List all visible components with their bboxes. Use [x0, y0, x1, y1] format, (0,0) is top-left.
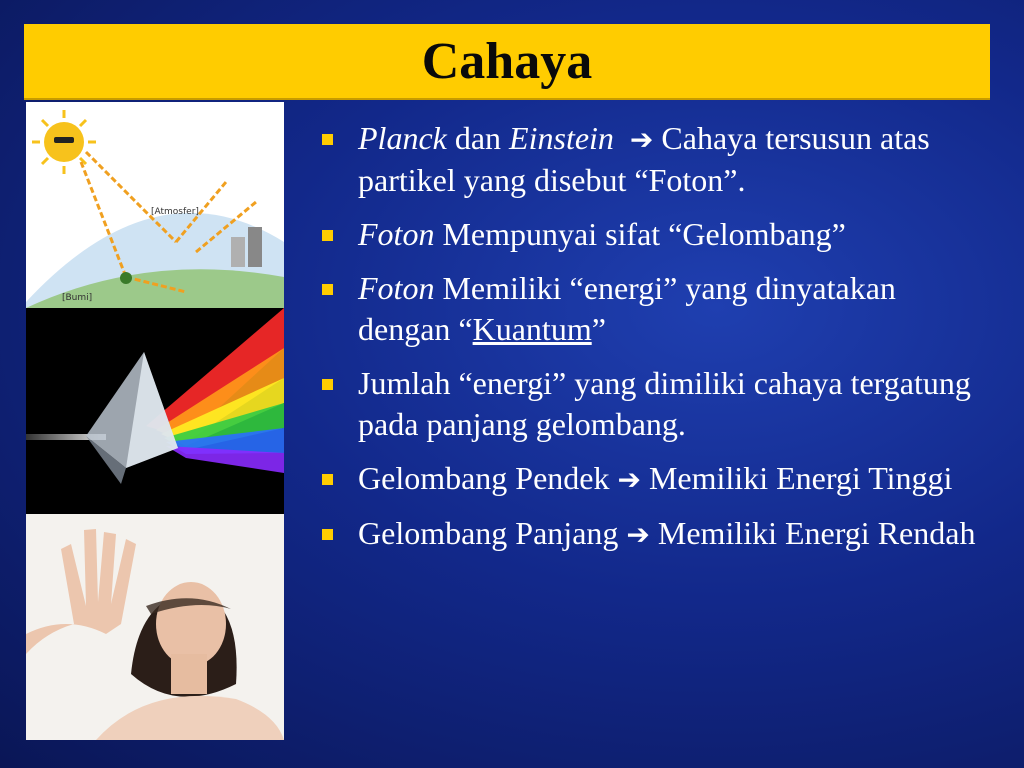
- bullet-item: [320, 268, 980, 350]
- bullet-item: [320, 363, 980, 445]
- bullet-marker: [322, 474, 333, 485]
- bullet-text: dan: [446, 120, 510, 156]
- bullet-text: Mempunyai sifat “Gelombang”: [434, 216, 846, 252]
- prism-rainbow-image: [26, 308, 284, 514]
- bullet-item: [320, 513, 980, 555]
- slide-title: Cahaya: [421, 32, 593, 90]
- bullet-text: Cahaya tersusun atas partikel yang disebut “Foton”.: [358, 120, 930, 198]
- bullet-text: Memiliki “energi” yang dinyatakan dengan “: [358, 270, 896, 347]
- bullet-text: ”: [591, 311, 606, 347]
- bullet-item: [320, 458, 980, 500]
- woman-shading-eyes-image: [26, 514, 284, 740]
- bullet-text: Foton: [358, 216, 435, 252]
- bullet-list: [320, 118, 980, 568]
- bullet-text: Planck: [358, 120, 447, 156]
- bullet-marker: [322, 134, 333, 145]
- greenhouse-diagram-image: [26, 102, 284, 308]
- bullet-text: Memiliki Energi Rendah: [649, 515, 976, 551]
- image-column: [26, 102, 284, 740]
- bumi-label: [Bumi]: [62, 293, 93, 303]
- bullet-text: Einstein: [509, 120, 614, 156]
- arrow-icon: ➔: [629, 123, 654, 156]
- kuantum-link[interactable]: Kuantum: [472, 311, 592, 347]
- bullet-text: Memiliki Energi Tinggi: [640, 460, 953, 496]
- bullet-marker: [322, 529, 333, 540]
- bullet-text: Gelombang Panjang: [358, 515, 627, 551]
- bullet-item: [320, 214, 980, 255]
- bullet-text: Jumlah “energi” yang dimiliki cahaya tergatung pada panjang gelombang.: [358, 365, 971, 442]
- atmosfer-label: [Atmosfer]: [151, 207, 199, 217]
- bullet-marker: [322, 379, 333, 390]
- bullet-marker: [322, 230, 333, 241]
- bullet-text: Gelombang Pendek: [358, 460, 618, 496]
- arrow-icon: ➔: [626, 518, 650, 551]
- title-bar: [24, 24, 990, 100]
- bullet-text: Foton: [358, 270, 435, 306]
- bullet-marker: [322, 284, 333, 295]
- bullet-item: [320, 118, 980, 201]
- arrow-icon: ➔: [617, 463, 641, 496]
